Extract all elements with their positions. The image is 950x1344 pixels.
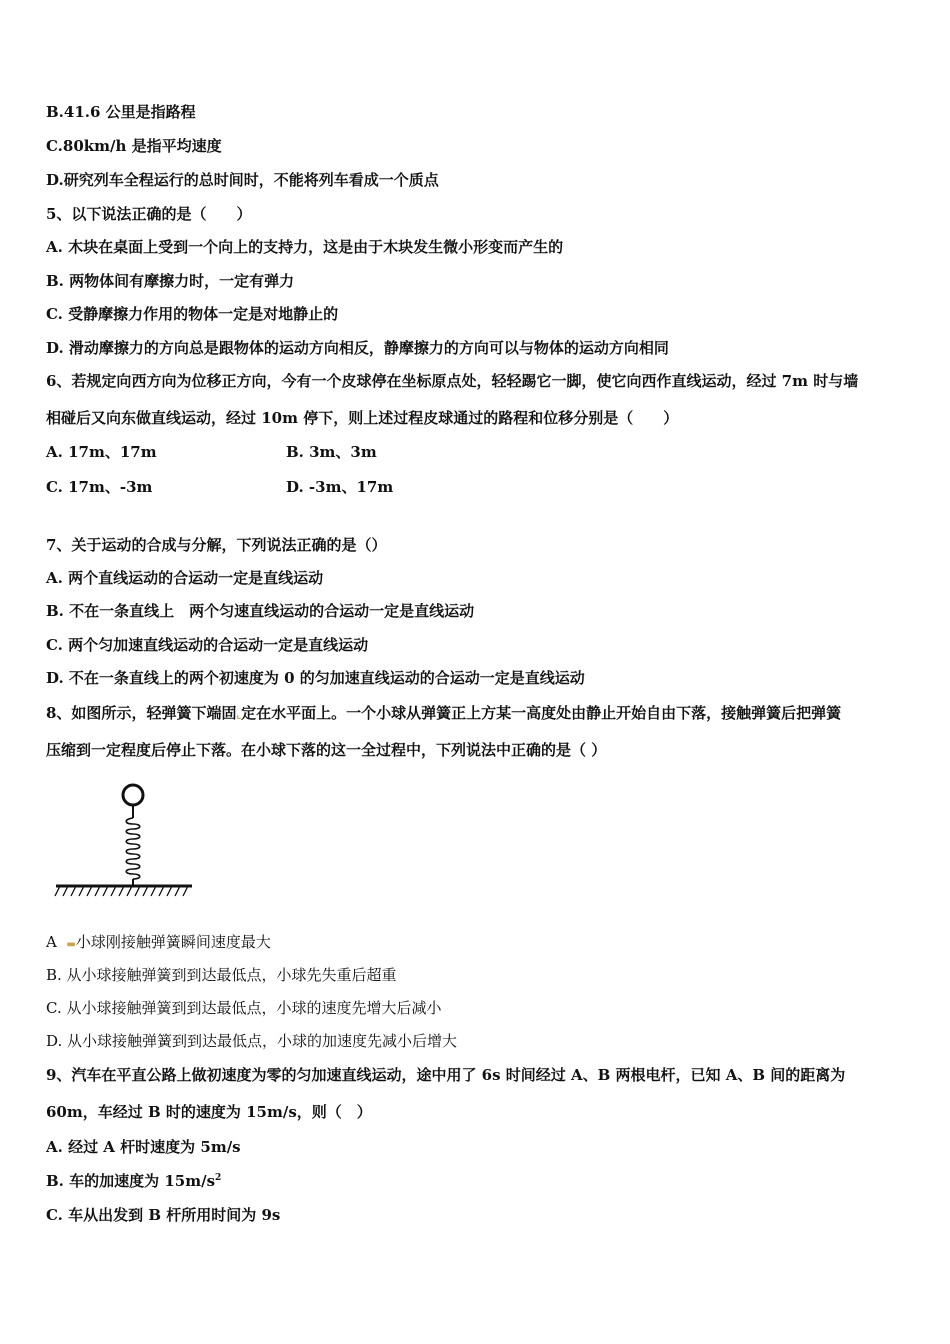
q8-option-d: D. 从小球接触弹簧到到达最低点，小球的加速度先减小后增大 bbox=[46, 1032, 458, 1050]
q9-option-c: C. 车从出发到 B 杆所用时间为 9s bbox=[46, 1206, 281, 1224]
ball bbox=[123, 785, 143, 805]
q5-option-c: C. 受静摩擦力作用的物体一定是对地静止的 bbox=[46, 305, 339, 323]
q6-stem-line2: 相碰后又向东做直线运动，经过 10m 停下，则上述过程皮球通过的路程和位移分别是（ ） bbox=[46, 409, 679, 427]
q8-option-a-letter: A bbox=[46, 933, 57, 951]
q7-stem: 7、关于运动的合成与分解，下列说法正确的是（） bbox=[46, 536, 387, 554]
q6-option-b: B. 3m、3m bbox=[286, 443, 377, 461]
q7-option-a: A. 两个直线运动的合运动一定是直线运动 bbox=[46, 569, 324, 587]
q9-option-a: A. 经过 A 杆时速度为 5m/s bbox=[46, 1138, 241, 1156]
q4-option-c: C.80km/h 是指平均速度 bbox=[46, 137, 222, 155]
q4-option-d: D.研究列车全程运行的总时间时，不能将列车看成一个质点 bbox=[46, 171, 439, 189]
spring-coil bbox=[126, 818, 140, 879]
stray-mark: ⌞ bbox=[236, 710, 242, 721]
q9-option-b-text: B. 车的加速度为 15m/s bbox=[46, 1172, 216, 1190]
q6-option-row1 bbox=[46, 442, 377, 462]
q4-option-b: B.41.6 公里是指路程 bbox=[46, 103, 196, 121]
q6-option-row2 bbox=[46, 477, 394, 497]
stray-mark-2: ▬ bbox=[66, 939, 76, 950]
q8-option-a bbox=[46, 932, 271, 955]
q7-option-d: D. 不在一条直线上的两个初速度为 0 的匀加速直线运动的合运动一定是直线运动 bbox=[46, 669, 585, 687]
q8-option-a-text: 小球刚接触弹簧瞬间速度最大 bbox=[75, 933, 271, 951]
q5-stem: 5、以下说法正确的是（ ） bbox=[46, 205, 252, 223]
q6-stem-line1: 6、若规定向西方向为位移正方向，今有一个皮球停在坐标原点处，轻轻踢它一脚，使它向西作直线运动，经过 7m 时与墙 bbox=[46, 372, 859, 390]
q8-option-c: C. 从小球接触弹簧到到达最低点，小球的速度先增大后减小 bbox=[46, 999, 442, 1017]
q5-option-d: D. 滑动摩擦力的方向总是跟物体的运动方向相反，静摩擦力的方向可以与物体的运动方向相同 bbox=[46, 339, 669, 357]
q5-option-b: B. 两物体间有摩擦力时，一定有弹力 bbox=[46, 272, 295, 290]
q7-option-c: C. 两个匀加速直线运动的合运动一定是直线运动 bbox=[46, 636, 369, 654]
q7-option-b: B. 不在一条直线上 两个匀速直线运动的合运动一定是直线运动 bbox=[46, 602, 475, 620]
q8-option-b: B. 从小球接触弹簧到到达最低点，小球先失重后超重 bbox=[46, 966, 397, 984]
q8-stem-line1 bbox=[46, 703, 841, 726]
q9-option-b-exponent: 2 bbox=[215, 1173, 222, 1183]
spring-ball-figure bbox=[52, 782, 196, 904]
q9-stem-line1: 9、汽车在平直公路上做初速度为零的匀加速直线运动，途中用了 6s 时间经过 A、B 两根电杆，已知 A、B 间的距离为 bbox=[46, 1066, 846, 1084]
q8-stem-line2: 压缩到一定程度后停止下落。在小球下落的这一全过程中，下列说法中正确的是（ ） bbox=[46, 741, 607, 759]
q8-stem-part1: 8、如图所示，轻弹簧下端固 bbox=[46, 704, 237, 722]
q6-option-d: D. -3m、17m bbox=[286, 478, 394, 496]
q5-option-a: A. 木块在桌面上受到一个向上的支持力，这是由于木块发生微小形变而产生的 bbox=[46, 238, 564, 256]
q6-option-a: A. 17m、17m bbox=[46, 443, 157, 461]
q8-stem-part2: 定在水平面上。一个小球从弹簧正上方某一高度处由静止开始自由下落，接触弹簧后把弹簧 bbox=[241, 704, 842, 722]
q9-option-b bbox=[46, 1171, 221, 1191]
q9-stem-line2: 60m，车经过 B 时的速度为 15m/s，则（ ） bbox=[46, 1103, 372, 1121]
q6-option-c: C. 17m、-3m bbox=[46, 478, 153, 496]
